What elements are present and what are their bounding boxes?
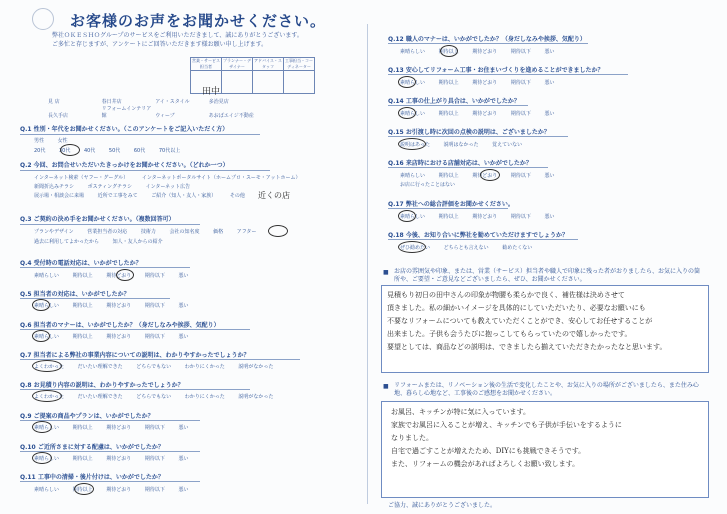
- branch-item: 多治見店: [208, 99, 229, 105]
- question-number: Q.3: [20, 216, 32, 223]
- question-text: 担当者の対応は、いかがでしたか？: [33, 291, 130, 298]
- q14-label: [388, 96, 520, 105]
- option: 期待以下: [144, 487, 165, 493]
- q18-label: [388, 230, 568, 239]
- q3-answer-circle: [268, 225, 288, 237]
- option: 期待どおり: [106, 487, 132, 493]
- option: 30代: [58, 148, 71, 154]
- question-number: Q.1: [20, 126, 32, 133]
- option: アフター: [236, 229, 257, 235]
- comment-2-handwriting: [391, 406, 699, 471]
- option: 期待どおり: [472, 80, 498, 86]
- option: 悪い: [544, 49, 555, 55]
- question-number: Q.16: [388, 160, 404, 167]
- branch-item: 春日井店: [101, 99, 122, 105]
- q9-options: [34, 424, 200, 431]
- comment-1-handwriting: [387, 289, 699, 354]
- option: 20代: [34, 148, 46, 154]
- q9-answer-circle: [32, 421, 52, 433]
- q16-underline: [388, 167, 548, 168]
- question-text: 職人のマナーは、いかがでしたか？（身だしなみや挨拶、気配り）: [405, 36, 586, 43]
- question-number: Q.15: [388, 129, 404, 136]
- question-text: 担当者のマナーは、いかがでしたか？（身だしなみや挨拶、気配り）: [33, 322, 220, 329]
- option: 悪い: [544, 80, 555, 86]
- option: 素晴らしい: [400, 49, 426, 55]
- q1-options-row-2: [34, 147, 192, 154]
- option: どちらでもない: [136, 364, 172, 370]
- intro-line: ご多忙と存じますが、アンケートにご回答いただきます様お願い申し上げます。: [52, 41, 268, 48]
- option: 期待以上: [438, 49, 459, 55]
- option: 素晴らしい: [400, 80, 426, 86]
- q4-label: [20, 258, 142, 267]
- intro-line: 弊社ＯＫＥＳＨＯグループのサービスをご利用いただきまして、誠にありがとうございます。: [52, 32, 303, 39]
- option: 悪い: [178, 334, 189, 340]
- option: 新聞折込みチラシ: [34, 184, 75, 190]
- option: 男性: [34, 138, 45, 144]
- q14-underline: [388, 105, 528, 106]
- option: 期待どおり: [106, 334, 132, 340]
- q3-options-row-1: [34, 228, 268, 235]
- column-divider: [367, 24, 368, 504]
- question-number: Q.14: [388, 98, 404, 105]
- section-star-icon: ■: [383, 383, 389, 390]
- option: 期待どおり: [106, 456, 132, 462]
- q17-options: [400, 213, 566, 220]
- question-text: 安心してリフォーム工事・お住まいづくりを進めることができましたか？: [405, 67, 604, 74]
- option: 説明がなかった: [238, 364, 274, 370]
- q17-answer-circle: [398, 210, 416, 222]
- question-text: 性別・年代をお聞かせください。（このアンケートをご記入いただく方）: [33, 126, 229, 133]
- q1-underline: [20, 134, 260, 135]
- option: 説明はなかった: [443, 142, 479, 148]
- q3-label: [20, 214, 175, 223]
- option: その他: [229, 193, 245, 199]
- q3-underline: [20, 224, 200, 225]
- question-text: 受付時の電話対応は、いかがでしたか？: [33, 260, 142, 267]
- q1-answer-circle: [60, 144, 80, 156]
- option: 素晴らしい: [34, 425, 60, 431]
- question-number: Q.8: [20, 382, 32, 389]
- option: 素晴らしい: [34, 273, 60, 279]
- q4-answer-circle: [116, 269, 134, 281]
- comment-2-prompt: リフォームまたは、リノベーション後の生活で変化したことや、お気に入りの場所がございましたら、また住み心地、暮らし心地など、工事後のご感想をお聞かせください。: [394, 382, 699, 397]
- q12-underline: [388, 43, 588, 44]
- company-logo: [32, 8, 54, 30]
- question-text: お引渡し時に次回の点検の説明は、ございましたか？: [405, 129, 550, 136]
- q5-answer-circle: [32, 299, 50, 311]
- q10-label: [20, 442, 164, 451]
- option: 勧めたくない: [502, 245, 533, 251]
- q2-options-row-3: [34, 192, 257, 199]
- question-number: Q.2: [20, 162, 32, 169]
- q15-label: [388, 127, 550, 136]
- q1-label: [20, 124, 228, 133]
- option: 悪い: [178, 425, 189, 431]
- q2-options-row-1: [34, 174, 312, 181]
- option: わかりにくかった: [184, 394, 225, 400]
- question-number: Q.11: [20, 474, 36, 481]
- staff-header: 営業・サービス担当者: [192, 58, 220, 69]
- option: 素晴らしい: [34, 456, 60, 462]
- question-text: 今回、お問合せいただいたきっかけをお聞かせください。（どれか一つ）: [33, 162, 229, 169]
- option: 素晴らしい: [34, 303, 60, 309]
- intro-text: [52, 31, 332, 49]
- option: 営業担当者の対応: [87, 229, 128, 235]
- question-text: お見積り内容の説明は、わかりやすかったでしょうか？: [33, 382, 184, 389]
- handwritten-line: 要望としては、商品などの説明は、できましたら揃えていただきたかったなと思います。: [387, 343, 667, 351]
- option: プランやデザイン: [34, 229, 74, 235]
- option: だいたい理解できた: [77, 394, 123, 400]
- question-number: Q.17: [388, 201, 404, 208]
- option: 素晴らしい: [400, 111, 426, 117]
- q5-options: [34, 302, 200, 309]
- question-text: 弊社への総合評価をお聞かせください。: [405, 201, 514, 208]
- q12-options: [400, 48, 566, 55]
- q11-label: [20, 472, 164, 481]
- handwritten-staff-name: 田中: [202, 87, 221, 97]
- q2-handwritten-other: 近くの店: [258, 191, 290, 200]
- q1-options-row: [34, 137, 80, 144]
- option: 悪い: [544, 173, 555, 179]
- option: インターネット検索（ヤフー・グーグル）: [34, 175, 129, 181]
- handwritten-line: 自宅で過ごすことが増えたため、DIYにも挑戦できそうです。: [391, 447, 586, 455]
- survey-title: お客様のお声をお聞かせください。: [70, 12, 327, 30]
- option: 悪い: [178, 273, 189, 279]
- option: 説明はあった: [400, 142, 430, 148]
- option: 技術力: [140, 229, 156, 235]
- option: 女性: [57, 138, 68, 144]
- q7-options: [34, 363, 285, 370]
- option: 説明がなかった: [238, 394, 274, 400]
- q7-answer-circle: [32, 360, 65, 372]
- q16-label: [388, 158, 532, 167]
- option: 悪い: [178, 456, 189, 462]
- q5-label: [20, 289, 130, 298]
- option: 期待以下: [510, 80, 531, 86]
- question-number: Q.4: [20, 260, 32, 267]
- option: ご紹介（知人・友人・家族）: [151, 193, 217, 199]
- option: 期待どおり: [472, 214, 498, 220]
- option: ぜひ勧めたい: [400, 245, 431, 251]
- option: どちらでもない: [136, 394, 172, 400]
- q17-label: [388, 199, 514, 208]
- handwritten-line: 出来ました。子供も会うたびに抱っこしてもらっていたので嬉しかったです。: [387, 330, 632, 338]
- q11-options: [34, 486, 200, 493]
- option: 悪い: [544, 214, 555, 220]
- option: 期待以下: [144, 303, 165, 309]
- branch-item: 見 店: [48, 99, 60, 105]
- thanks-text: ご協力、誠にありがとうございました。: [388, 502, 497, 509]
- option: わかりにくかった: [184, 364, 225, 370]
- option: 近所で工事をみて: [97, 193, 138, 199]
- branch-item: アイ・スタイル: [155, 99, 190, 105]
- q7-label: [20, 350, 250, 359]
- option: 期待どおり: [106, 273, 132, 279]
- question-number: Q.13: [388, 67, 404, 74]
- q2-underline: [20, 170, 270, 171]
- handwritten-line: なりました。: [391, 434, 433, 442]
- staff-header: アドバイス・スタッフ: [254, 58, 282, 69]
- option: 期待以下: [510, 49, 531, 55]
- option: 50代: [108, 148, 121, 154]
- option: 悪い: [178, 487, 189, 493]
- question-text: ご契約の決め手をお聞かせください。（複数回答可）: [33, 216, 175, 223]
- question-text: 担当者による弊社の事業内容についての説明は、わかりやすかったでしょうか？: [33, 352, 250, 359]
- option: 悪い: [178, 303, 189, 309]
- option: 期待以下: [510, 111, 531, 117]
- branch-item: 長久手店: [48, 113, 69, 119]
- option: どちらとも言えない: [443, 245, 489, 251]
- handwritten-line: 不要なリフォームについても教えていただくことができ、安心してお任せすることが: [387, 317, 653, 325]
- q11-answer-circle: [74, 483, 94, 495]
- question-number: Q.12: [388, 36, 404, 43]
- option: だいたい理解できた: [77, 364, 123, 370]
- option: 期待以上: [72, 456, 93, 462]
- handwritten-line: お風呂、キッチンが特に気に入っています。: [391, 408, 530, 416]
- question-text: ご近所さまに対する配慮は、いかがでしたか？: [37, 444, 164, 451]
- option: 会社の知名度: [169, 229, 200, 235]
- q2-label: [20, 160, 229, 169]
- option: 期待以上: [438, 80, 459, 86]
- option: 期待以上: [72, 334, 93, 340]
- q13-label: [388, 65, 604, 74]
- q15-answer-circle: [398, 138, 426, 150]
- branch-item: リフォームインテリア館: [101, 106, 152, 119]
- q7-underline: [20, 359, 300, 360]
- option: 期待どおり: [106, 425, 132, 431]
- option: 知人・友人からの紹介: [112, 239, 163, 245]
- branch-item: ウィーブ: [155, 113, 175, 119]
- option: 期待以上: [72, 273, 93, 279]
- q9-label: [20, 411, 154, 420]
- handwritten-line: また、リフォームの機会があればよろしくお願い致します。: [391, 460, 580, 468]
- q16-options-row-2: [400, 181, 467, 188]
- option: 期待以上: [438, 173, 459, 179]
- question-text: 工事中の清掃・後片付けは、いかがでしたか？: [37, 474, 164, 481]
- staff-header: プランナー・デザイナー: [223, 58, 251, 69]
- option: インターネットポータルサイト（ホームプロ・スーモ・アットホーム）: [141, 175, 301, 181]
- option: 60代: [133, 148, 146, 154]
- q4-underline: [20, 267, 190, 268]
- q2-options-row-2: [34, 183, 202, 190]
- question-text: ご提案の商品やプランは、いかがでしたか？: [33, 413, 154, 420]
- question-text: 今後、お知り合いに弊社を勧めていただけますでしょうか？: [405, 232, 569, 239]
- option: 素晴らしい: [34, 487, 60, 493]
- q15-underline: [388, 136, 568, 137]
- option: 展示場・相談会に来場: [34, 193, 85, 199]
- q18-answer-circle: [398, 241, 426, 253]
- question-text: 来店時における店舗対応は、いかがでしたか？: [405, 160, 532, 167]
- handwritten-line: 頂きました。私の細かいイメージを具体的にしていただいたり、必要なお願いにも: [387, 304, 646, 312]
- option: よくわかった: [34, 394, 65, 400]
- option: 期待以下: [144, 334, 165, 340]
- q13-options: [400, 79, 566, 86]
- handwritten-line: 家族でお風呂に入ることが増え、キッチンでも子供が手伝いをするように: [391, 421, 622, 429]
- option: 価格: [213, 229, 224, 235]
- q12-answer-circle: [440, 45, 458, 57]
- option: 期待どおり: [472, 49, 498, 55]
- q11-underline: [20, 481, 200, 482]
- option: 素晴らしい: [400, 214, 426, 220]
- option: 期待以上: [72, 487, 93, 493]
- option: 期待以上: [72, 303, 93, 309]
- option: 40代: [83, 148, 96, 154]
- question-number: Q.10: [20, 444, 36, 451]
- option: 期待以下: [144, 425, 165, 431]
- option: 期待どおり: [472, 111, 498, 117]
- option: 期待以下: [144, 273, 165, 279]
- q6-answer-circle: [32, 330, 50, 342]
- q8-label: [20, 380, 184, 389]
- question-number: Q.18: [388, 232, 404, 239]
- option: 70代以上: [158, 148, 181, 154]
- q17-underline: [388, 208, 508, 209]
- q12-label: [388, 34, 586, 43]
- staff-header: 工事担当・コーディネーター: [285, 58, 313, 69]
- q6-underline: [20, 329, 250, 330]
- q13-underline: [388, 74, 628, 75]
- option: 期待以下: [510, 173, 531, 179]
- branch-list: [48, 99, 268, 120]
- option: 期待どおり: [106, 303, 132, 309]
- question-text: 工事の仕上がり具合は、いかがでしたか？: [405, 98, 520, 105]
- q16-answer-circle: [480, 169, 500, 181]
- section-star-icon: ■: [383, 269, 389, 276]
- question-number: Q.6: [20, 322, 32, 329]
- option: 期待以下: [144, 456, 165, 462]
- option: 期待以下: [510, 214, 531, 220]
- option: 悪い: [544, 111, 555, 117]
- option: よくわかった: [34, 364, 65, 370]
- q8-options: [34, 393, 285, 400]
- q10-answer-circle: [32, 452, 52, 464]
- option: 過去に利用してよかったから: [34, 239, 100, 245]
- option: 期待どおり: [472, 173, 498, 179]
- q3-options-row-2: [34, 238, 175, 245]
- option: ポスティングチラシ: [87, 184, 133, 190]
- option: 素晴らしい: [400, 173, 426, 179]
- option: 期待以上: [438, 111, 459, 117]
- option: 期待以上: [438, 214, 459, 220]
- q14-options: [400, 110, 566, 117]
- q18-underline: [388, 239, 578, 240]
- option: 素晴らしい: [34, 334, 60, 340]
- q8-answer-circle: [32, 390, 65, 402]
- option: お店に行ったことはない: [400, 182, 456, 188]
- option: 覚えていない: [492, 142, 523, 148]
- question-number: Q.5: [20, 291, 32, 298]
- branch-item: あおばエイジ不動産: [208, 113, 254, 119]
- q10-options: [34, 455, 200, 462]
- option: 期待以上: [72, 425, 93, 431]
- option: インターネット広告: [145, 184, 191, 190]
- handwritten-line: 見積もり初日の田中さんの印象が物腰も柔らかで良く、補佐様は決めさせて: [387, 291, 625, 299]
- q13-answer-circle: [398, 76, 416, 88]
- comment-1-prompt: お店の雰囲気や印象、または、営業（サービス）担当者や職人で印象に残った者がおりましたら、お気に入りの箇所や、ご要望・ご意見などございましたら、ぜひ、お聞かせください。: [394, 268, 701, 283]
- q6-label: [20, 320, 220, 329]
- question-number: Q.7: [20, 352, 32, 359]
- question-number: Q.9: [20, 413, 32, 420]
- q6-options: [34, 333, 200, 340]
- q14-answer-circle: [398, 107, 416, 119]
